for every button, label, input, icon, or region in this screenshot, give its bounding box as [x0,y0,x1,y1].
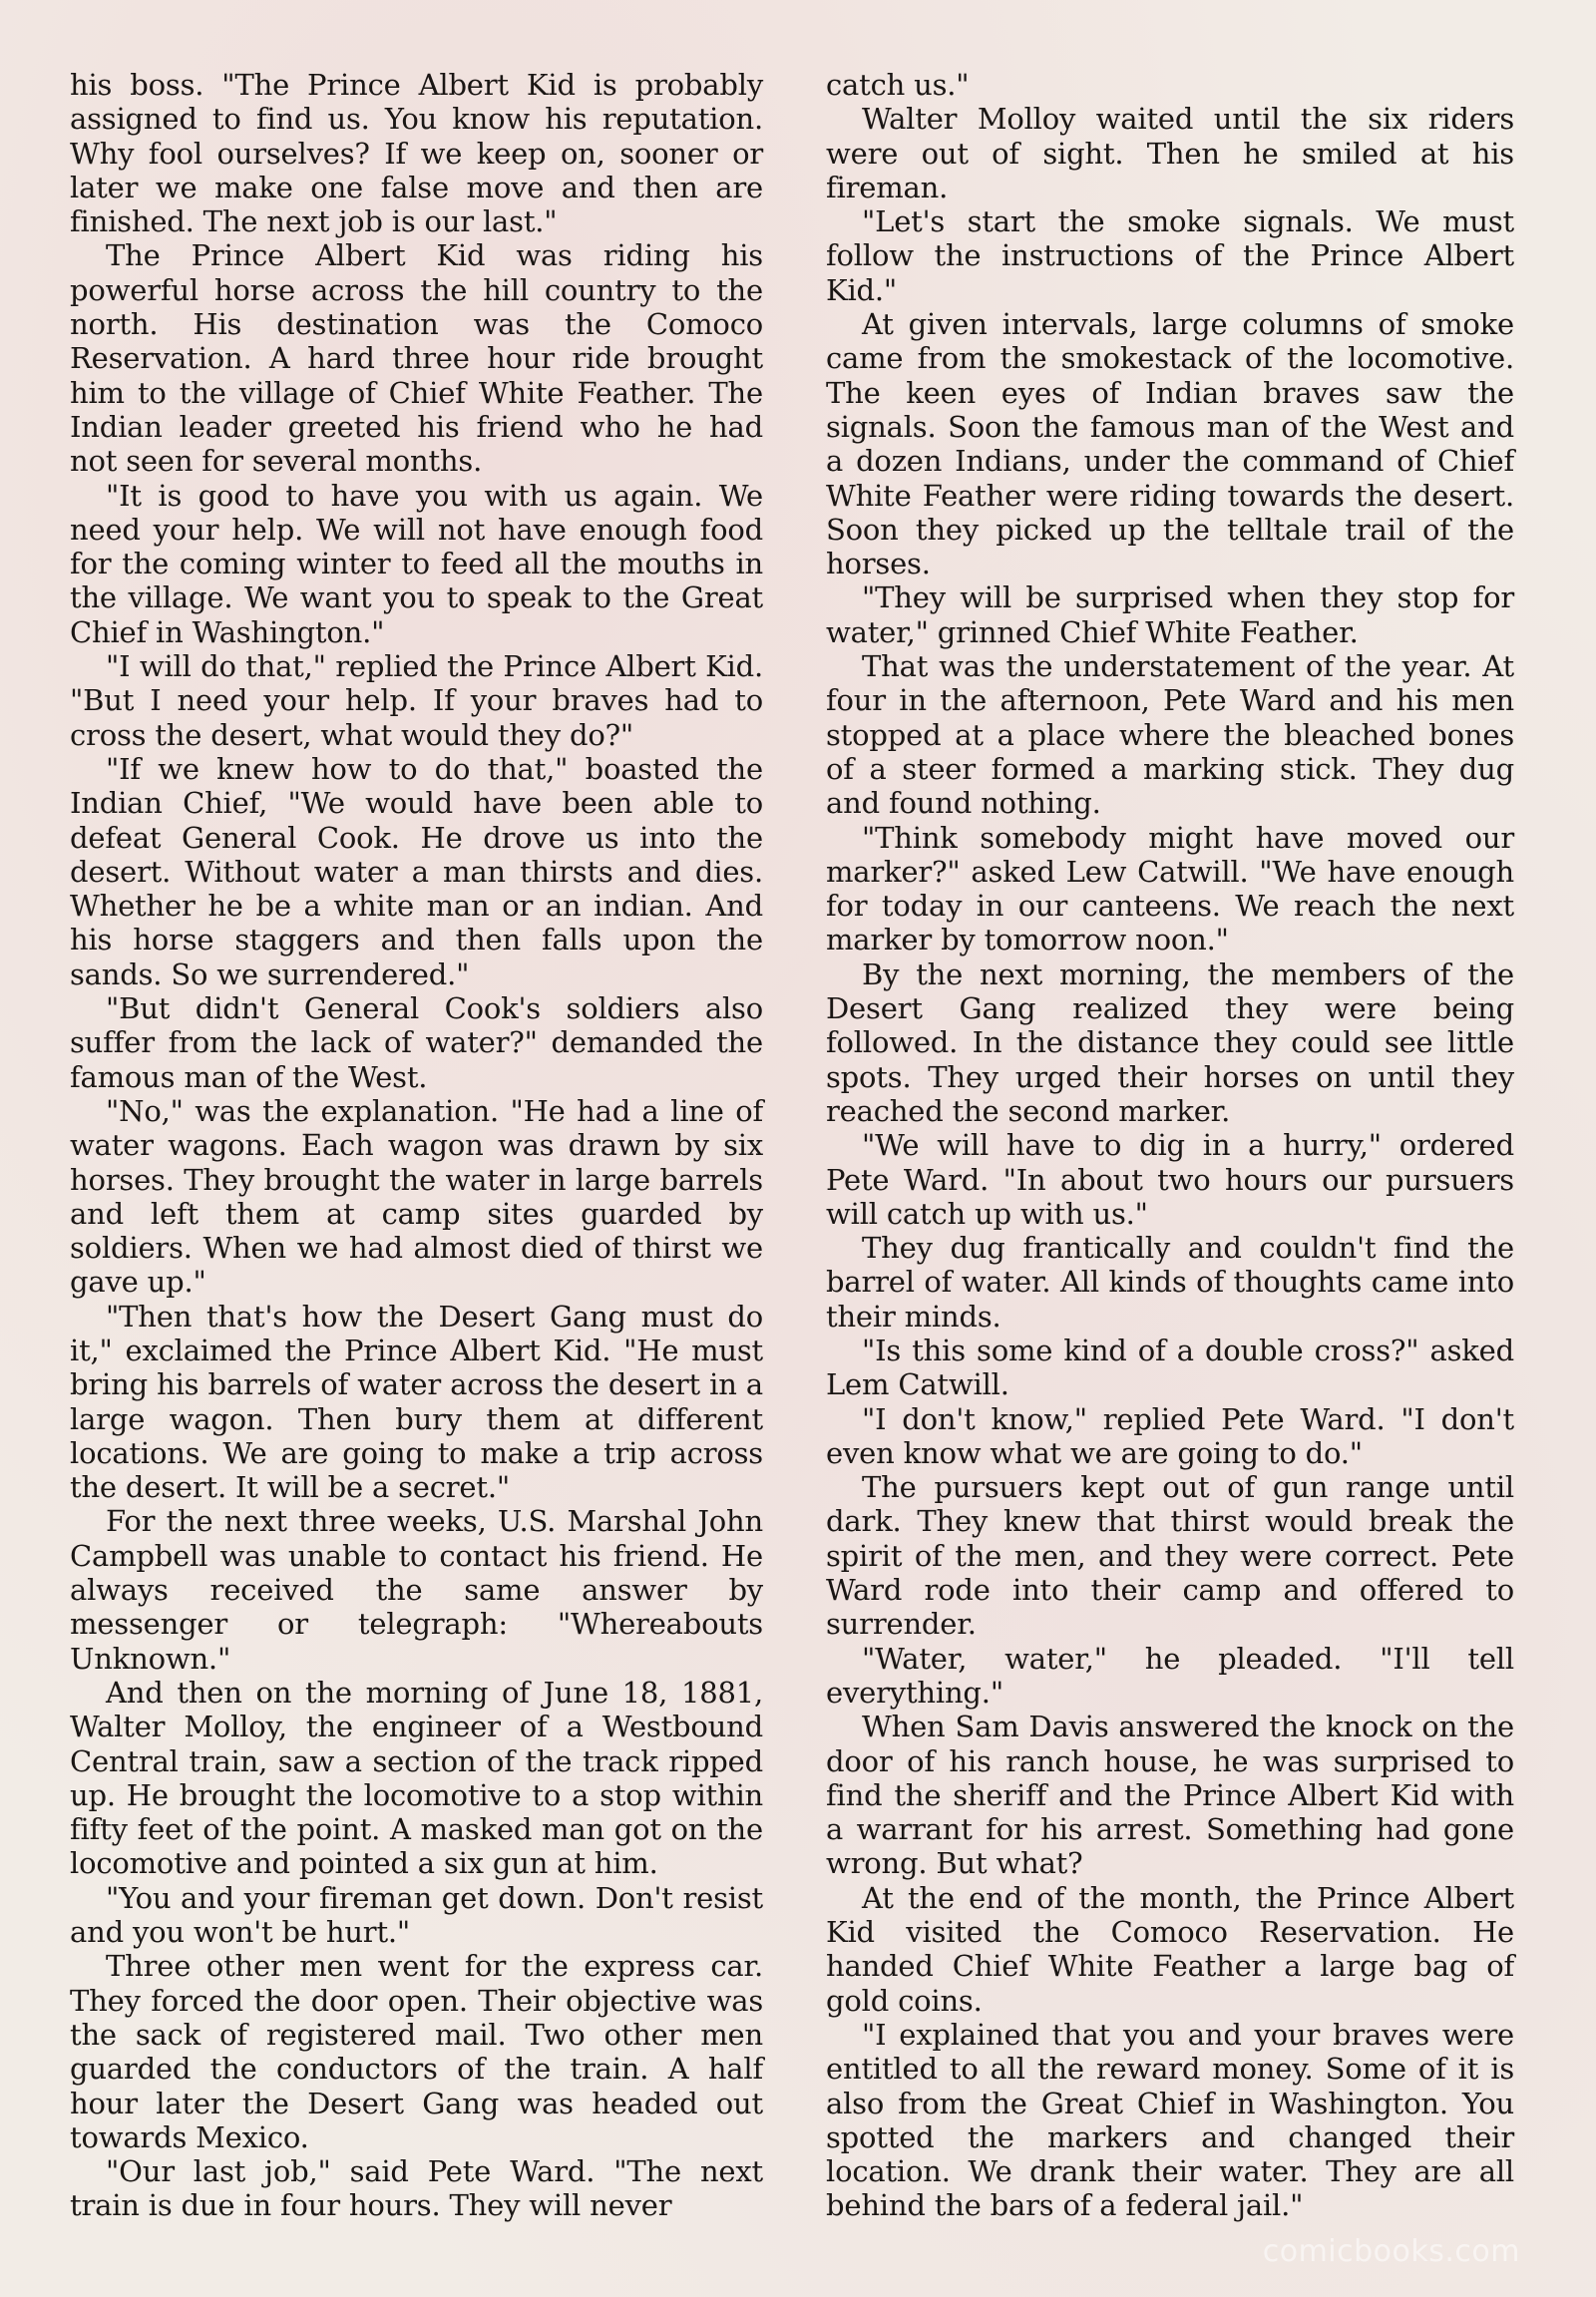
paragraph: "It is good to have you with us again. We need your help. We will not have enough food for the coming winter to feed all the mouths in the village. We want you to speak to the Great Chief in Washington." [70,478,763,649]
paragraph: "I explained that you and your braves were entitled to all the reward money. Some of it is also from the Great Chief in Washington. You spotted the markers and changed their location. We drank their water. They are all behind the bars of a federal jail." [826,2017,1514,2223]
paragraph: his boss. "The Prince Albert Kid is probably assigned to find us. You know his reputation. Why fool ourselves? If we keep on, sooner or later we make one false move and then are finished. The next job is our last." [70,68,763,239]
paragraph: "They will be surprised when they stop for water," grinned Chief White Feather. [826,580,1514,649]
paragraph: That was the understatement of the year. At four in the afternoon, Pete Ward and his men stopped at a place where the bleached bones of a steer formed a marking stick. They dug and found nothing. [826,649,1514,821]
paragraph: The pursuers kept out of gun range until dark. They knew that thirst would break the spirit of the men, and they were correct. Pete Ward rode into their camp and offered to surrender. [826,1470,1514,1642]
paragraph: Walter Molloy waited until the six riders were out of sight. Then he smiled at his fireman. [826,102,1514,204]
paragraph: By the next morning, the members of the Desert Gang realized they were being followed. In the distance they could see little spots. They urged their horses on until they reached the second marker. [826,957,1514,1128]
paragraph: "No," was the explanation. "He had a line of water wagons. Each wagon was drawn by six horses. They brought the water in large barrels and left them at camp sites guarded by soldiers. When we had almost died of thirst we gave up." [70,1093,763,1300]
paragraph: "You and your fireman get down. Don't resist and you won't be hurt." [70,1880,763,1950]
paragraph: For the next three weeks, U.S. Marshal John Campbell was unable to contact his friend. He always received the same answer by messenger or telegraph: "Whereabouts Unknown." [70,1504,763,1676]
paragraph: "Our last job," said Pete Ward. "The next train is due in four hours. They will never [70,2154,763,2223]
paragraph: "Is this some kind of a double cross?" asked Lem Catwill. [826,1333,1514,1402]
paragraph: "We will have to dig in a hurry," ordered Pete Ward. "In about two hours our pursuers will catch up with us." [826,1128,1514,1231]
paragraph: The Prince Albert Kid was riding his powerful horse across the hill country to the north. His destination was the Comoco Reservation. A hard three hour ride brought him to the village of Chief White Feather. The Indian leader greeted his friend who he had not seen for several months. [70,238,763,479]
paragraph: "Let's start the smoke signals. We must follow the instructions of the Prince Albert Kid." [826,204,1514,307]
right-text-column [826,68,1514,2223]
paragraph: catch us." [826,68,970,102]
left-text-column [70,68,763,2223]
paragraph: "I will do that," replied the Prince Albert Kid. "But I need your help. If your braves had to cross the desert, what would they do?" [70,649,763,752]
paragraph: When Sam Davis answered the knock on the door of his ranch house, he was surprised to find the sheriff and the Prince Albert Kid with a warrant for his arrest. Something had gone wrong. But what? [826,1710,1514,1881]
paragraph: At given intervals, large columns of smoke came from the smokestack of the locomotive. The keen eyes of Indian braves saw the signals. Soon the famous man of the West and a dozen Indians, under the command of Chief White Feather were riding towards the desert. Soon they picked up the telltale trail of the horses. [826,307,1514,581]
paragraph: "If we knew how to do that," boasted the Indian Chief, "We would have been able to defeat General Cook. He drove us into the desert. Without water a man thirsts and dies. Whether he be a white man or an indian. And his horse staggers and then falls upon the sands. So we surrendered." [70,751,763,991]
paragraph: Three other men went for the express car. They forced the door open. Their objective was the sack of registered mail. Two other men guarded the conductors of the train. A half hour later the Desert Gang was headed out towards Mexico. [70,1949,763,2154]
paragraph: And then on the morning of June 18, 1881, Walter Molloy, the engineer of a Westbound Central train, saw a section of the track ripped up. He brought the locomotive to a stop within fifty feet of the point. A masked man got on the locomotive and pointed a six gun at him. [70,1675,763,1881]
paragraph: "Water, water," he pleaded. "I'll tell everything." [826,1641,1514,1710]
paragraph: At the end of the month, the Prince Albert Kid visited the Comoco Reservation. He handed Chief White Feather a large bag of gold coins. [826,1880,1514,2018]
paragraph: They dug frantically and couldn't find the barrel of water. All kinds of thoughts came into their minds. [826,1231,1514,1334]
paragraph: "But didn't General Cook's soldiers also suffer from the lack of water?" demanded the famous man of the West. [70,991,763,1094]
paragraph: "Then that's how the Desert Gang must do it," exclaimed the Prince Albert Kid. "He must bring his barrels of water across the desert in a large wagon. Then bury them at different locations. We are going to make a trip across the desert. It will be a secret." [70,1299,763,1505]
paragraph: "I don't know," replied Pete Ward. "I don't even know what we are going to do." [826,1401,1514,1470]
paragraph: "Think somebody might have moved our marker?" asked Lew Catwill. "We have enough for today in our canteens. We reach the next marker by tomorrow noon." [826,820,1514,957]
site-watermark: comicbooks.com [1262,2234,1520,2269]
